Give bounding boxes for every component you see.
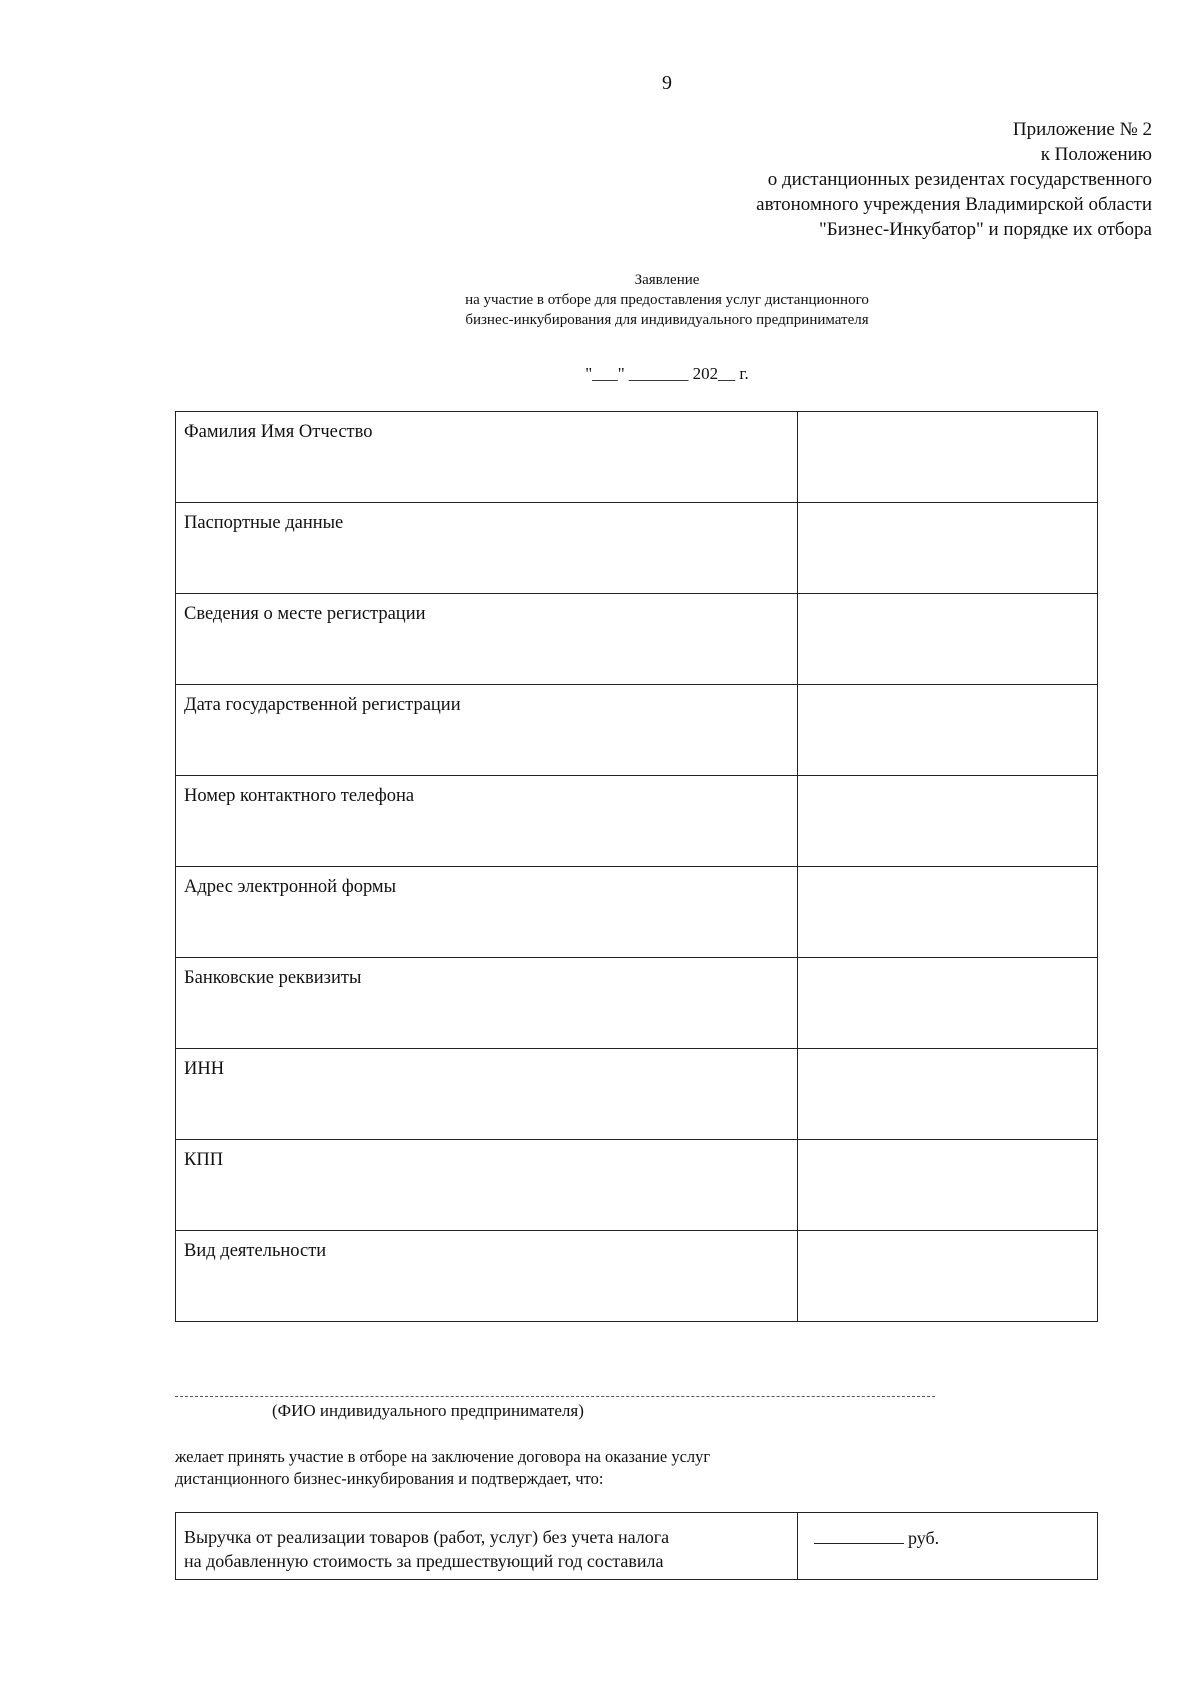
table-row (176, 1140, 1098, 1231)
field-label-passport: Паспортные данные (176, 503, 798, 594)
revenue-unit: руб. (908, 1528, 940, 1548)
table-row (176, 594, 1098, 685)
table-row (176, 867, 1098, 958)
appendix-line: о дистанционных резидентах государственного (767, 169, 1152, 190)
revenue-label-line: Выручка от реализации товаров (работ, услуг) без учета налога (184, 1527, 670, 1547)
field-label-bank-details: Банковские реквизиты (176, 958, 798, 1049)
statement-subtitle: бизнес-инкубирования для индивидуального предпринимателя (465, 312, 869, 328)
table-row (176, 1231, 1098, 1322)
field-label-kpp: КПП (176, 1140, 798, 1231)
table-row (176, 1513, 1098, 1580)
table-row (176, 958, 1098, 1049)
declaration-text (175, 1446, 935, 1490)
table-row (176, 685, 1098, 776)
field-value-full-name[interactable] (798, 412, 1098, 503)
field-value-email[interactable] (798, 867, 1098, 958)
statement-subtitle: на участие в отборе для предоставления услуг дистанционного (465, 292, 869, 308)
appendix-line: Приложение № 2 (1012, 119, 1152, 140)
field-label-phone: Номер контактного телефона (176, 776, 798, 867)
field-label-full-name: Фамилия Имя Отчество (176, 412, 798, 503)
field-value-phone[interactable] (798, 776, 1098, 867)
field-label-email: Адрес электронной формы (176, 867, 798, 958)
table-row (176, 412, 1098, 503)
field-label-activity-type: Вид деятельности (176, 1231, 798, 1322)
field-value-registration-address[interactable] (798, 594, 1098, 685)
revenue-value (798, 1513, 1098, 1580)
table-row (176, 776, 1098, 867)
field-label-registration-address: Сведения о месте регистрации (176, 594, 798, 685)
page-number: 9 (662, 72, 672, 94)
revenue-table (175, 1512, 1098, 1580)
statement-title: Заявление (634, 272, 700, 288)
field-label-inn: ИНН (176, 1049, 798, 1140)
applicant-form-table (175, 411, 1098, 1322)
declaration-line: дистанционного бизнес-инкубирования и подтверждает, что: (175, 1469, 604, 1488)
field-value-passport[interactable] (798, 503, 1098, 594)
table-row (176, 503, 1098, 594)
revenue-amount-blank[interactable] (814, 1525, 904, 1544)
statement-heading (0, 270, 1200, 330)
appendix-line: "Бизнес-Инкубатор" и порядке их отбора (819, 219, 1152, 240)
declaration-line: желает принять участие в отборе на заключение договора на оказание услуг (175, 1447, 711, 1466)
field-label-registration-date: Дата государственной регистрации (176, 685, 798, 776)
date-line[interactable]: "___" _______ 202__ г. (585, 364, 749, 383)
appendix-line: к Положению (1040, 144, 1152, 165)
field-value-kpp[interactable] (798, 1140, 1098, 1231)
field-value-bank-details[interactable] (798, 958, 1098, 1049)
revenue-label-line: на добавленную стоимость за предшествующий год составила (184, 1551, 664, 1571)
appendix-header (592, 117, 1152, 242)
field-value-registration-date[interactable] (798, 685, 1098, 776)
table-row (176, 1049, 1098, 1140)
signature-caption: (ФИО индивидуального предпринимателя) (272, 1401, 584, 1420)
revenue-label (176, 1513, 798, 1580)
signature-line[interactable] (175, 1396, 935, 1397)
field-value-activity-type[interactable] (798, 1231, 1098, 1322)
field-value-inn[interactable] (798, 1049, 1098, 1140)
appendix-line: автономного учреждения Владимирской области (756, 194, 1152, 215)
